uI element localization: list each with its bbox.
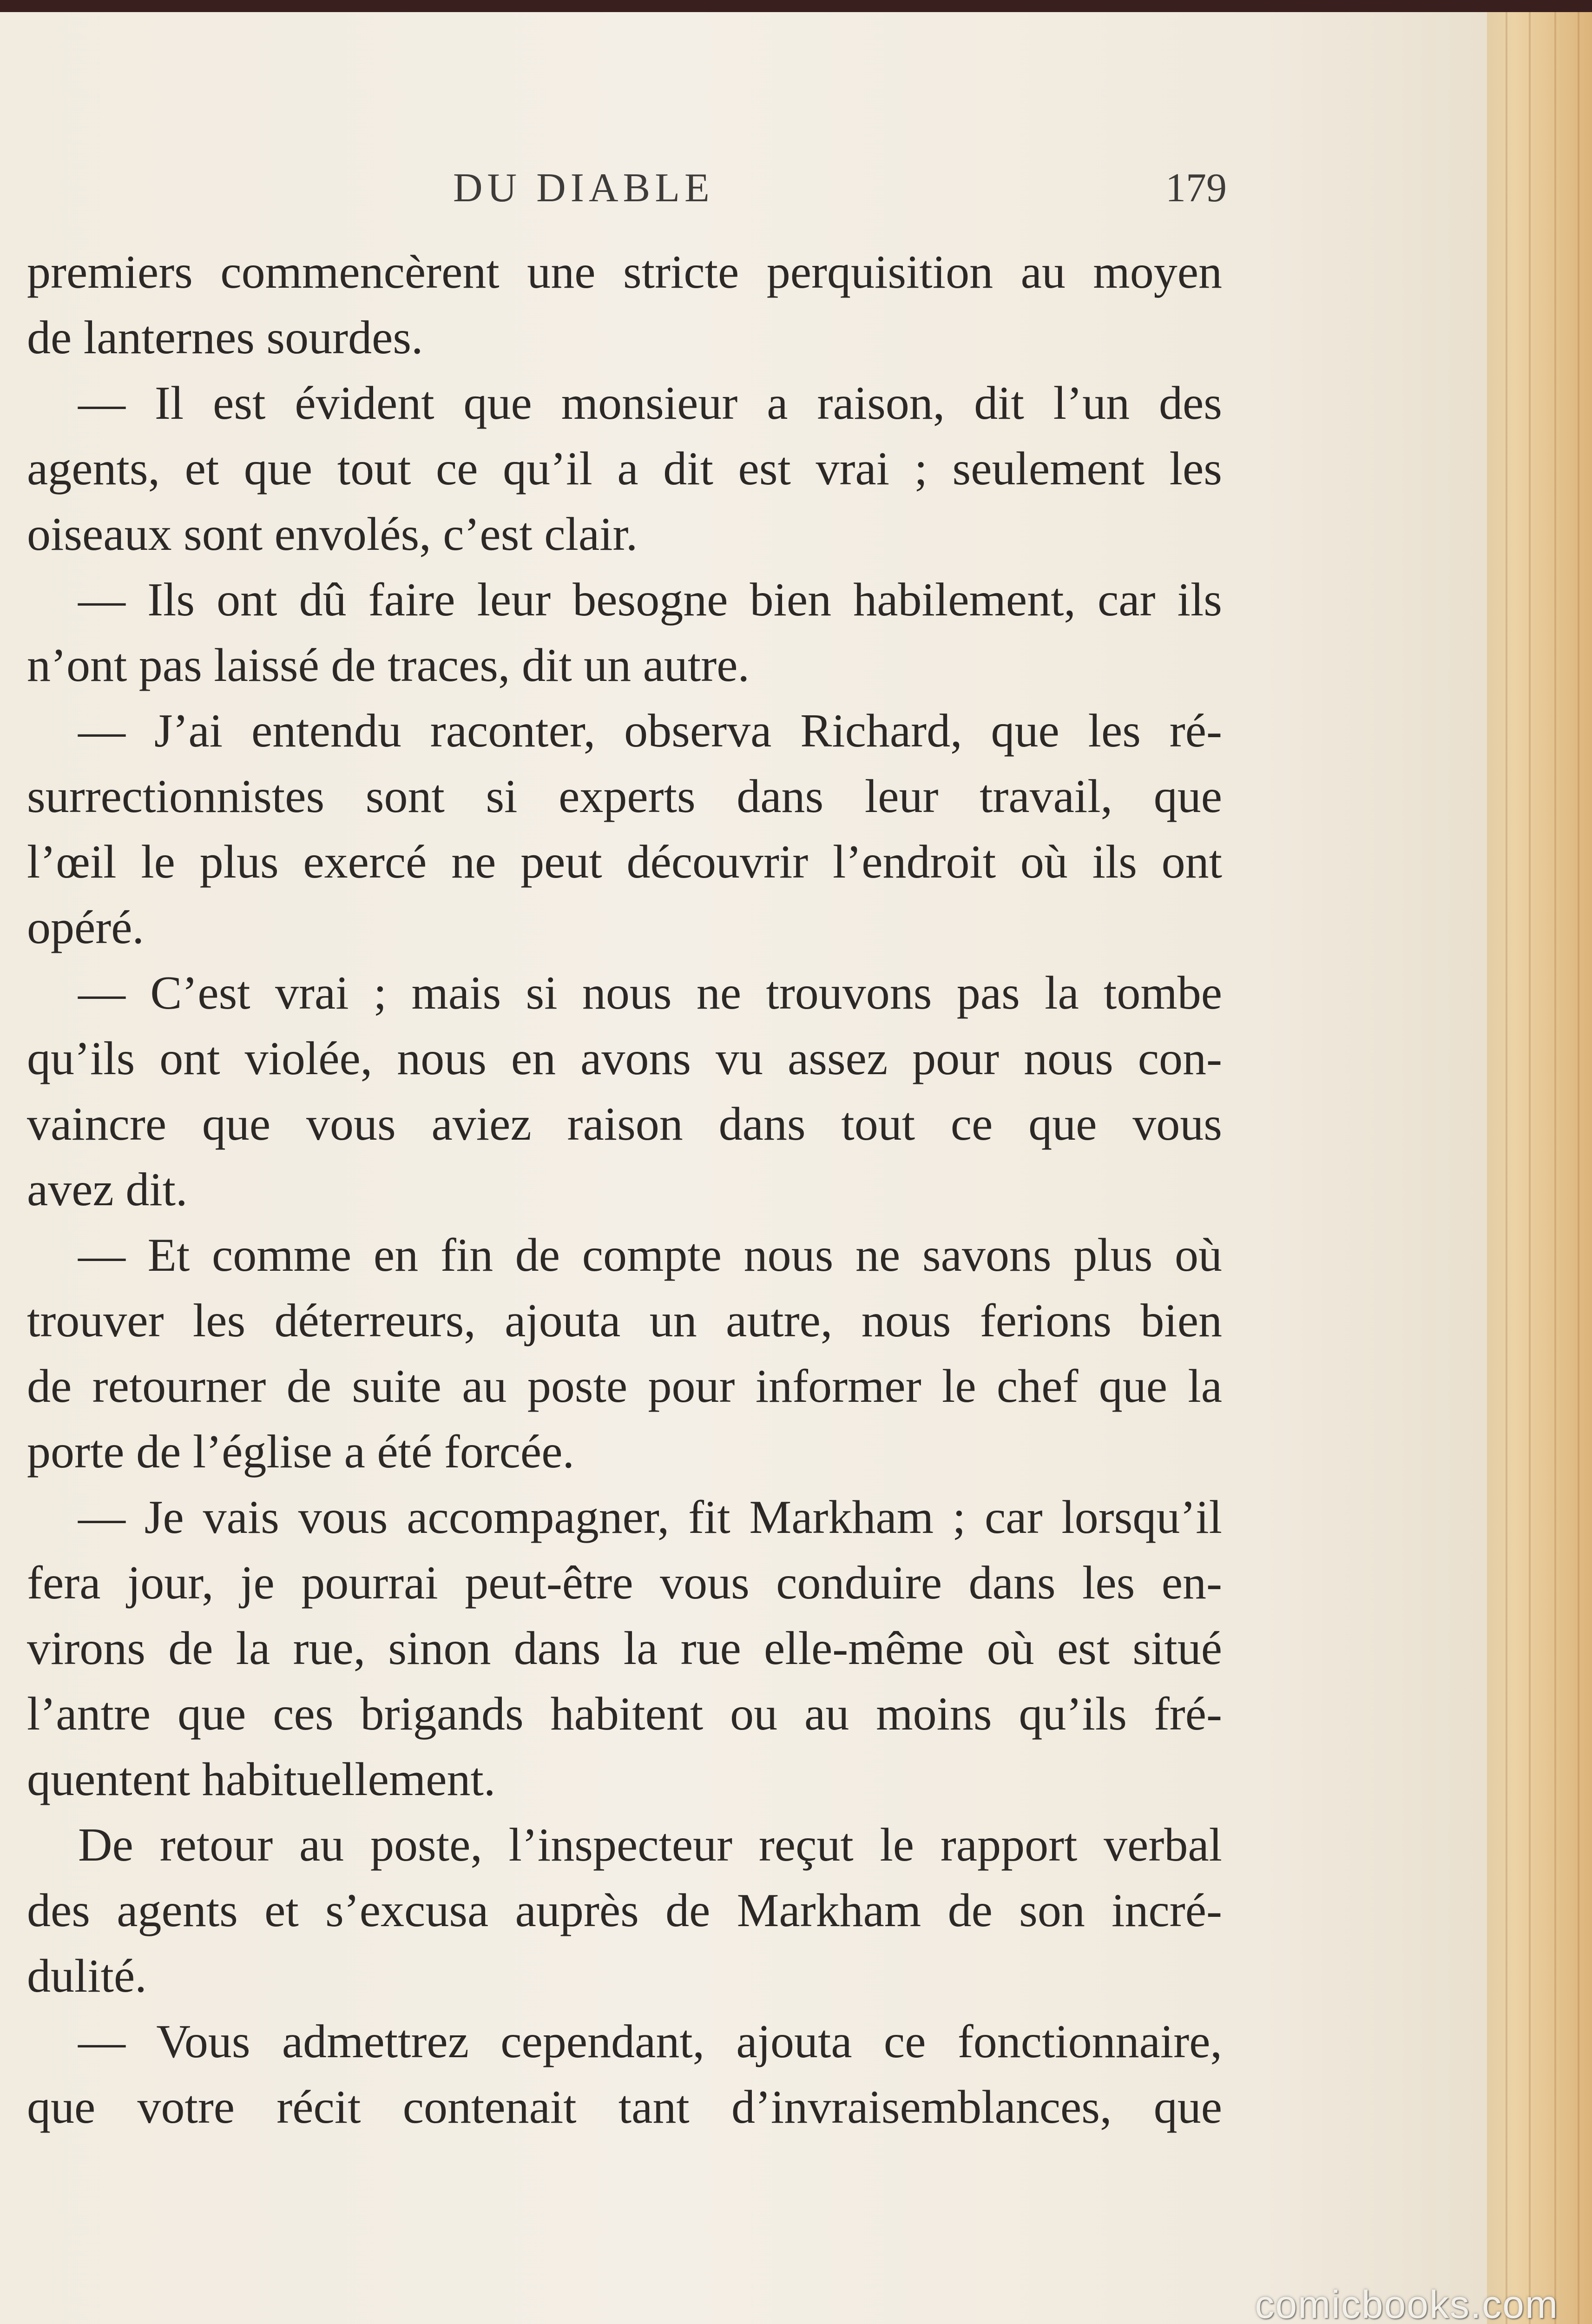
text-line: surrectionnistes sont si experts dans leur travail, que [27, 770, 1222, 823]
text-line: n’ont pas laissé de traces, dit un autre. [27, 639, 750, 692]
text-line: vaincre que vous aviez raison dans tout ce que vous [27, 1098, 1222, 1150]
text-line: oiseaux sont envolés, c’est clair. [27, 508, 638, 561]
text-line: l’antre que ces brigands habitent ou au moins qu’ils fré- [27, 1688, 1222, 1740]
fore-edge-line [1554, 12, 1556, 2324]
text-line: fera jour, je pourrai peut-être vous conduire dans les en- [27, 1557, 1222, 1609]
text-line: porte de l’église a été forcée. [27, 1426, 574, 1478]
text-line: opéré. [27, 901, 145, 954]
text-line: que votre récit contenait tant d’invraisemblances, que [27, 2081, 1222, 2133]
watermark: comicbooks.com [1255, 2283, 1559, 2324]
text-line: l’œil le plus exercé ne peut découvrir l’endroit où ils ont [27, 836, 1222, 888]
text-line: — C’est vrai ; mais si nous ne trouvons pas la tombe [78, 967, 1222, 1019]
running-title: DU DIABLE [453, 165, 714, 211]
text-line: dulité. [27, 1950, 147, 2002]
text-line: — Je vais vous accompagner, fit Markham ; car lorsqu’il [78, 1491, 1222, 1544]
text-line: trouver les déterreurs, ajouta un autre, nous ferions bien [27, 1294, 1222, 1347]
text-line: de lanternes sourdes. [27, 311, 423, 364]
page-header [0, 153, 1227, 223]
text-line: quentent habituellement. [27, 1753, 496, 1806]
fore-edge-line [1578, 12, 1579, 2324]
top-binding-edge [0, 0, 1592, 12]
page-number: 179 [1165, 165, 1227, 211]
text-line: — J’ai entendu raconter, observa Richard, que les ré- [78, 705, 1222, 757]
page-fore-edge [1487, 12, 1592, 2324]
body-text [27, 239, 1222, 2140]
text-line: — Il est évident que monsieur a raison, dit l’un des [78, 377, 1222, 429]
text-line: virons de la rue, sinon dans la rue elle-même où est situé [27, 1622, 1222, 1675]
fore-edge-line [1529, 12, 1531, 2324]
text-line: qu’ils ont violée, nous en avons vu assez pour nous con- [27, 1032, 1222, 1085]
text-line: avez dit. [27, 1163, 188, 1216]
text-line: des agents et s’excusa auprès de Markham de son incré- [27, 1884, 1222, 1937]
text-line: — Vous admettrez cependant, ajouta ce fonctionnaire, [78, 2015, 1222, 2068]
text-line: de retourner de suite au poste pour informer le chef que la [27, 1360, 1222, 1413]
text-line: De retour au poste, l’inspecteur reçut le rapport verbal [78, 1819, 1222, 1871]
text-line: — Et comme en fin de compte nous ne savons plus où [78, 1229, 1222, 1281]
fore-edge-line [1506, 12, 1507, 2324]
text-line: — Ils ont dû faire leur besogne bien habilement, car ils [78, 574, 1222, 626]
text-line: agents, et que tout ce qu’il a dit est vrai ; seulement les [27, 442, 1222, 495]
text-line: premiers commencèrent une stricte perquisition au moyen [27, 246, 1222, 298]
